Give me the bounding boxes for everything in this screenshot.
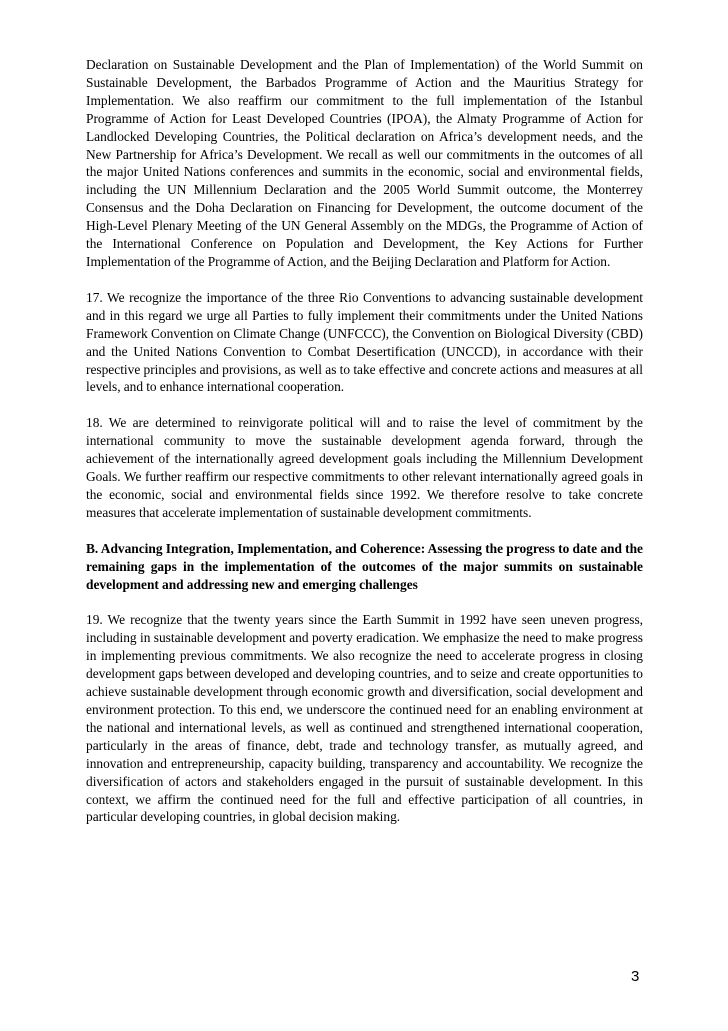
paragraph-gap — [86, 593, 643, 611]
page-number: 3 — [631, 968, 640, 985]
paragraph-gap — [86, 396, 643, 414]
section-b-heading: B. Advancing Integration, Implementation, and Coherence: Assessing the progress to date and the remaining gaps in the implementation of the outcomes of the major summits on sustainable development and addressing new and emerging challenges — [86, 540, 643, 592]
paragraph-gap — [86, 271, 643, 289]
paragraph-gap — [86, 522, 643, 540]
document-page — [86, 56, 643, 826]
paragraph-16-continued: Declaration on Sustainable Development and the Plan of Implementation) of the World Summit on Sustainable Development, the Barbados Programme of Action and the Mauritius Strategy for Implementation. We also reaffirm our commitment to the full implementation of the Istanbul Programme of Action for Least Developed Countries (IPOA), the Almaty Programme of Action for Landlocked Developing Countries, the Political declaration on Africa’s development needs, and the New Partnership for Africa’s Development. We recall as well our commitments in the outcomes of all the major United Nations conferences and summits in the economic, social and environmental fields, including the UN Millennium Declaration and the 2005 World Summit outcome, the Monterrey Consensus and the Doha Declaration on Financing for Development, the outcome document of the High-Level Plenary Meeting of the UN General Assembly on the MDGs, the Programme of Action of the International Conference on Population and Development, the Key Actions for Further Implementation of the Programme of Action, and the Beijing Declaration and Platform for Action. — [86, 57, 643, 269]
paragraph-19: 19. We recognize that the twenty years since the Earth Summit in 1992 have seen uneven progress, including in sustainable development and poverty eradication. We emphasize the need to make progress in implementing previous commitments. We also recognize the need to accelerate progress in closing development gaps between developed and developing countries, and to seize and create opportunities to achieve sustainable development through economic growth and diversification, social development and environment protection. To this end, we underscore the continued need for an enabling environment at the national and international levels, as well as continued and strengthened international cooperation, particularly in the areas of finance, debt, trade and technology transfer, as mutually agreed, and innovation and entrepreneurship, capacity building, transparency and accountability. We recognize the diversification of actors and stakeholders engaged in the pursuit of sustainable development. In this context, we affirm the continued need for the full and effective participation of all countries, in particular developing countries, in global decision making. — [86, 612, 643, 825]
paragraph-18: 18. We are determined to reinvigorate political will and to raise the level of commitment by the international community to move the sustainable development agenda forward, through the achievement of the internationally agreed development goals including the Millennium Development Goals. We further reaffirm our respective commitments to other relevant internationally agreed goals in the economic, social and environmental fields since 1992. We therefore resolve to take concrete measures that accelerate implementation of sustainable development commitments. — [86, 415, 643, 520]
paragraph-17: 17. We recognize the importance of the three Rio Conventions to advancing sustainable development and in this regard we urge all Parties to fully implement their commitments under the United Nations Framework Convention on Climate Change (UNFCCC), the Convention on Biological Diversity (CBD) and the United Nations Convention to Combat Desertification (UNCCD), in accordance with their respective principles and provisions, as well as to take effective and concrete actions and measures at all levels, and to enhance international cooperation. — [86, 289, 643, 395]
